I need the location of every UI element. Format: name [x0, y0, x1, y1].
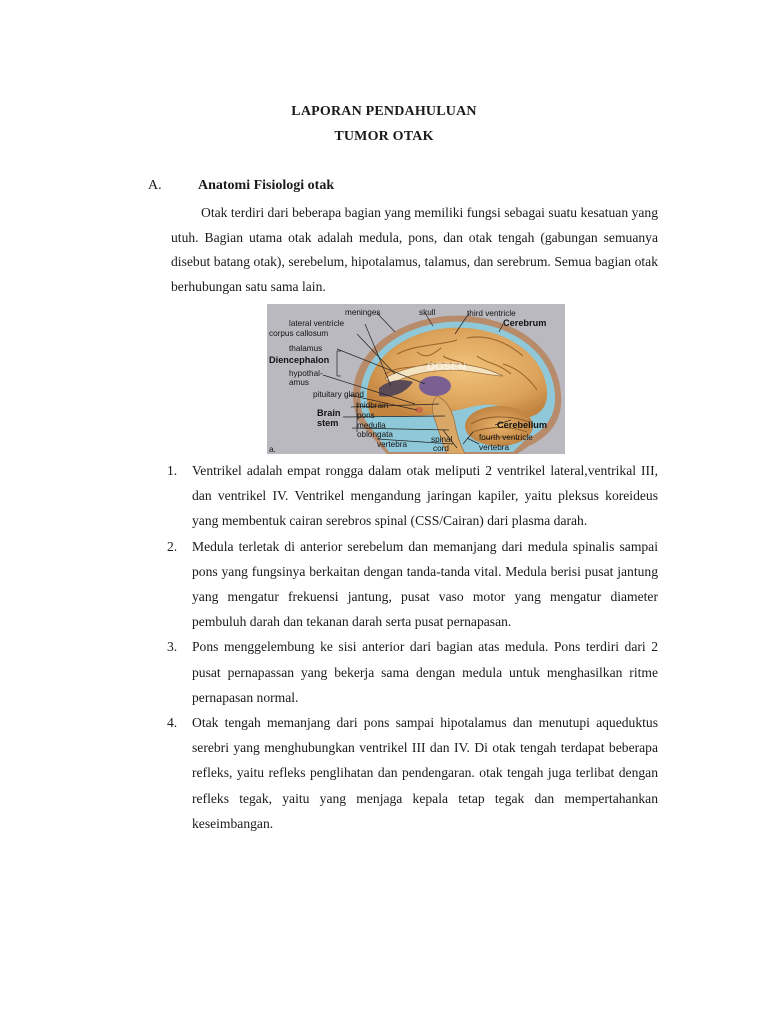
label-medulla-2: oblongata — [357, 430, 393, 439]
figure-panel-letter: a. — [269, 445, 276, 454]
list-item — [167, 634, 658, 710]
numbered-list — [167, 458, 658, 836]
label-midbrain: midbrain — [357, 401, 389, 410]
label-brain-stem-2: stem — [317, 418, 339, 428]
label-spinal-cord-1: spinal — [431, 435, 453, 444]
label-lateral-ventricle: lateral ventricle — [289, 319, 345, 328]
list-item — [167, 458, 658, 534]
list-number: 3. — [167, 639, 178, 655]
label-hypothalamus-1: hypothal- — [289, 369, 323, 378]
label-medulla-1: medulla — [357, 421, 386, 430]
watermark-text: DOSEN — [427, 361, 467, 373]
document-subtitle: TUMOR OTAK — [334, 129, 434, 144]
list-number: 1. — [167, 463, 178, 478]
label-meninges: meninges — [345, 308, 381, 317]
label-pituitary-gland: pituitary gland — [313, 390, 364, 399]
brain-anatomy-figure — [267, 304, 565, 454]
label-brain-stem-1: Brain — [317, 408, 341, 418]
list-text: Medula terletak di anterior serebelum dan memanjang dari medula spinalis sampai pons yang fungsinya berkaitan dengan tanda-tanda vital. Medula berisi pusat jantung yang mengatur frekuensi jantung, pusat vaso motor yang mengatur diameter pembuluh darah dan tekanan darah serta pusat pernapasan. — [192, 538, 658, 630]
label-hypothalamus-2: amus — [289, 378, 310, 387]
label-pons: pons — [357, 411, 375, 420]
list-text: Pons menggelembung ke sisi anterior dari bagian atas medula. Pons terdiri dari 2 pusat pernapassan yang bekerja sama dengan medula untuk menghasilkan ritme pernapasan normal. — [192, 639, 658, 705]
list-number: 2. — [167, 538, 178, 554]
document-title: LAPORAN PENDAHULUAN — [291, 104, 477, 119]
label-third-ventricle: third ventricle — [467, 309, 516, 318]
list-text: Ventrikel adalah empat rongga dalam otak meliputi 2 ventrikel lateral,ventrikal III, dan ventrikel IV. Ventrikel mengandung jaringan kapiler, yaitu pleksus koreideus yang membentuk cairan serebros spinal (CSS/Cairan) dari plasma darah. — [192, 463, 658, 529]
list-item — [167, 534, 658, 635]
label-corpus-callosum: corpus callosum — [269, 329, 329, 338]
label-vertebra-left: vertebra — [377, 440, 408, 449]
section-letter: A. — [148, 178, 162, 193]
label-skull: skull — [419, 308, 436, 317]
list-item — [167, 710, 658, 836]
label-vertebra-right: vertebra — [479, 443, 510, 452]
label-fourth-ventricle: fourth ventricle — [479, 433, 533, 442]
intro-paragraph: Otak terdiri dari beberapa bagian yang memiliki fungsi sebagai suatu kesatuan yang utuh. Bagian utama otak adalah medula, pons, dan otak tengah (gabungan semuanya disebut batang otak), serebelum, hipotalamus, talamus, dan serebrum. Semua bagian otak berhubungan satu sama lain. — [171, 205, 658, 294]
section-heading: Anatomi Fisiologi otak — [198, 178, 335, 193]
list-text: Otak tengah memanjang dari pons sampai hipotalamus dan menutupi aqueduktus serebri yang menghubungkan ventrikel III dan IV. Di otak tengah terdapat beberapa refleks, yaitu refleks penglihatan dan pendengaran. otak tengah juga terlibat dengan refleks tegak, yaitu yang menjaga kepala tetap tegak dan mempertahankan keseimbangan. — [192, 715, 658, 831]
label-thalamus: thalamus — [289, 344, 323, 353]
brain-diagram — [267, 304, 565, 454]
label-spinal-cord-2: cord — [433, 444, 449, 453]
label-cerebrum: Cerebrum — [503, 318, 547, 328]
thalamus-shape — [419, 376, 451, 396]
list-number: 4. — [167, 715, 178, 731]
label-diencephalon: Diencephalon — [269, 355, 330, 365]
label-cerebellum: Cerebellum — [497, 420, 548, 430]
